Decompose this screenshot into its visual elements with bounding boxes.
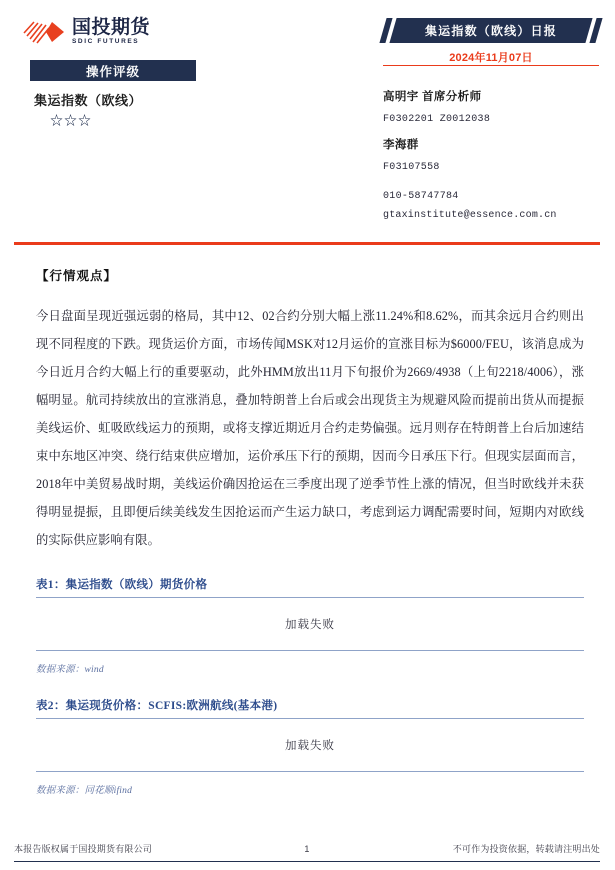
table-2-source: 数据来源：同花顺ifind (36, 786, 133, 796)
table-1-title: 表1：集运指数（欧线）期货价格 (36, 579, 208, 591)
table-section-1 (36, 576, 584, 675)
table-2-placeholder: 加载失败 (285, 740, 335, 752)
report-title-banner (383, 18, 599, 43)
table-2-rule-bottom (36, 771, 584, 772)
table-2-body (36, 719, 584, 771)
report-date-underline (383, 65, 599, 66)
report-content (36, 266, 584, 796)
table-1-placeholder: 加载失败 (285, 619, 335, 631)
analyst-code-secondary: F03107558 (383, 162, 440, 173)
operation-rating-label: 操作评级 (85, 64, 140, 79)
table-section-2 (36, 697, 584, 796)
table-2-title: 表2：集运现货价格：SCFIS:欧洲航线(基本港) (36, 700, 278, 712)
market-view-body: 今日盘面呈现近强远弱的格局，其中12、02合约分别大幅上涨11.24%和8.62%，而其余远月合约则出现不同程度的下跌。现货运价方面，市场传闻MSK对12月运价的宣涨目标为$6000/FEU，该消息成为今日近月合约大幅上行的重要驱动，此外HMM放出11月下旬报价为2669/4938（上旬2218/4006），涨幅明显。航司持续放出的宣涨消息，叠加特朗普上台后或会出现货主为规避风险而提前出货从而提振美线运价、虹吸欧线运力的预期，或将支撑近期近月合约走势偏强。远月则存在特朗普上台后加速结束中东地区冲突、绕行结束供应增加，运价承压下行的预期，因而今日承压下行。但现实层面而言，2018年中美贸易战时期，美线运价确因抢运在三季度出现了逆季节性上涨的情况，但当时欧线并未获得明显提振，且即便后续美线发生因抢运而产生运力缺口，考虑到运力调配需要时间，短期内对欧线的实际供应影响有限。 (36, 309, 584, 547)
logo-company-name-cn: 国投期货 (72, 17, 151, 38)
header-divider-rule (14, 242, 600, 245)
report-title: 集运指数（欧线）日报 (424, 24, 557, 38)
rating-item-name: 集运指数（欧线） (34, 93, 143, 108)
footer-divider-rule (14, 861, 600, 863)
report-date: 2024年11月07日 (449, 52, 533, 64)
sdic-logo-mark-icon (22, 19, 68, 45)
company-logo (22, 18, 150, 46)
footer-copyright: 本报告版权属于国投期货有限公司 (14, 844, 153, 854)
table-1-rule-bottom (36, 650, 584, 651)
market-view-heading: 【行情观点】 (36, 269, 118, 283)
operation-rating-bar (30, 60, 196, 81)
table-1-body (36, 598, 584, 650)
footer-page-number: 1 (304, 843, 310, 854)
report-header (0, 0, 615, 245)
analyst-code-primary: F0302201 Z0012038 (383, 114, 491, 125)
analyst-name-secondary: 李海群 (383, 139, 419, 151)
rating-stars: ☆☆☆ (50, 113, 93, 128)
contact-email[interactable]: gtaxinstitute@essence.com.cn (383, 210, 557, 221)
analyst-info-block (383, 88, 613, 221)
logo-company-name-en: SDIC FUTURES (72, 38, 140, 45)
contact-phone: 010-58747784 (383, 191, 459, 202)
analyst-name-primary: 高明宇 首席分析师 (383, 91, 482, 103)
footer-disclaimer: 不可作为投资依据，转载请注明出处 (452, 844, 600, 854)
table-1-source: 数据来源：wind (36, 665, 104, 675)
report-footer (14, 842, 600, 862)
